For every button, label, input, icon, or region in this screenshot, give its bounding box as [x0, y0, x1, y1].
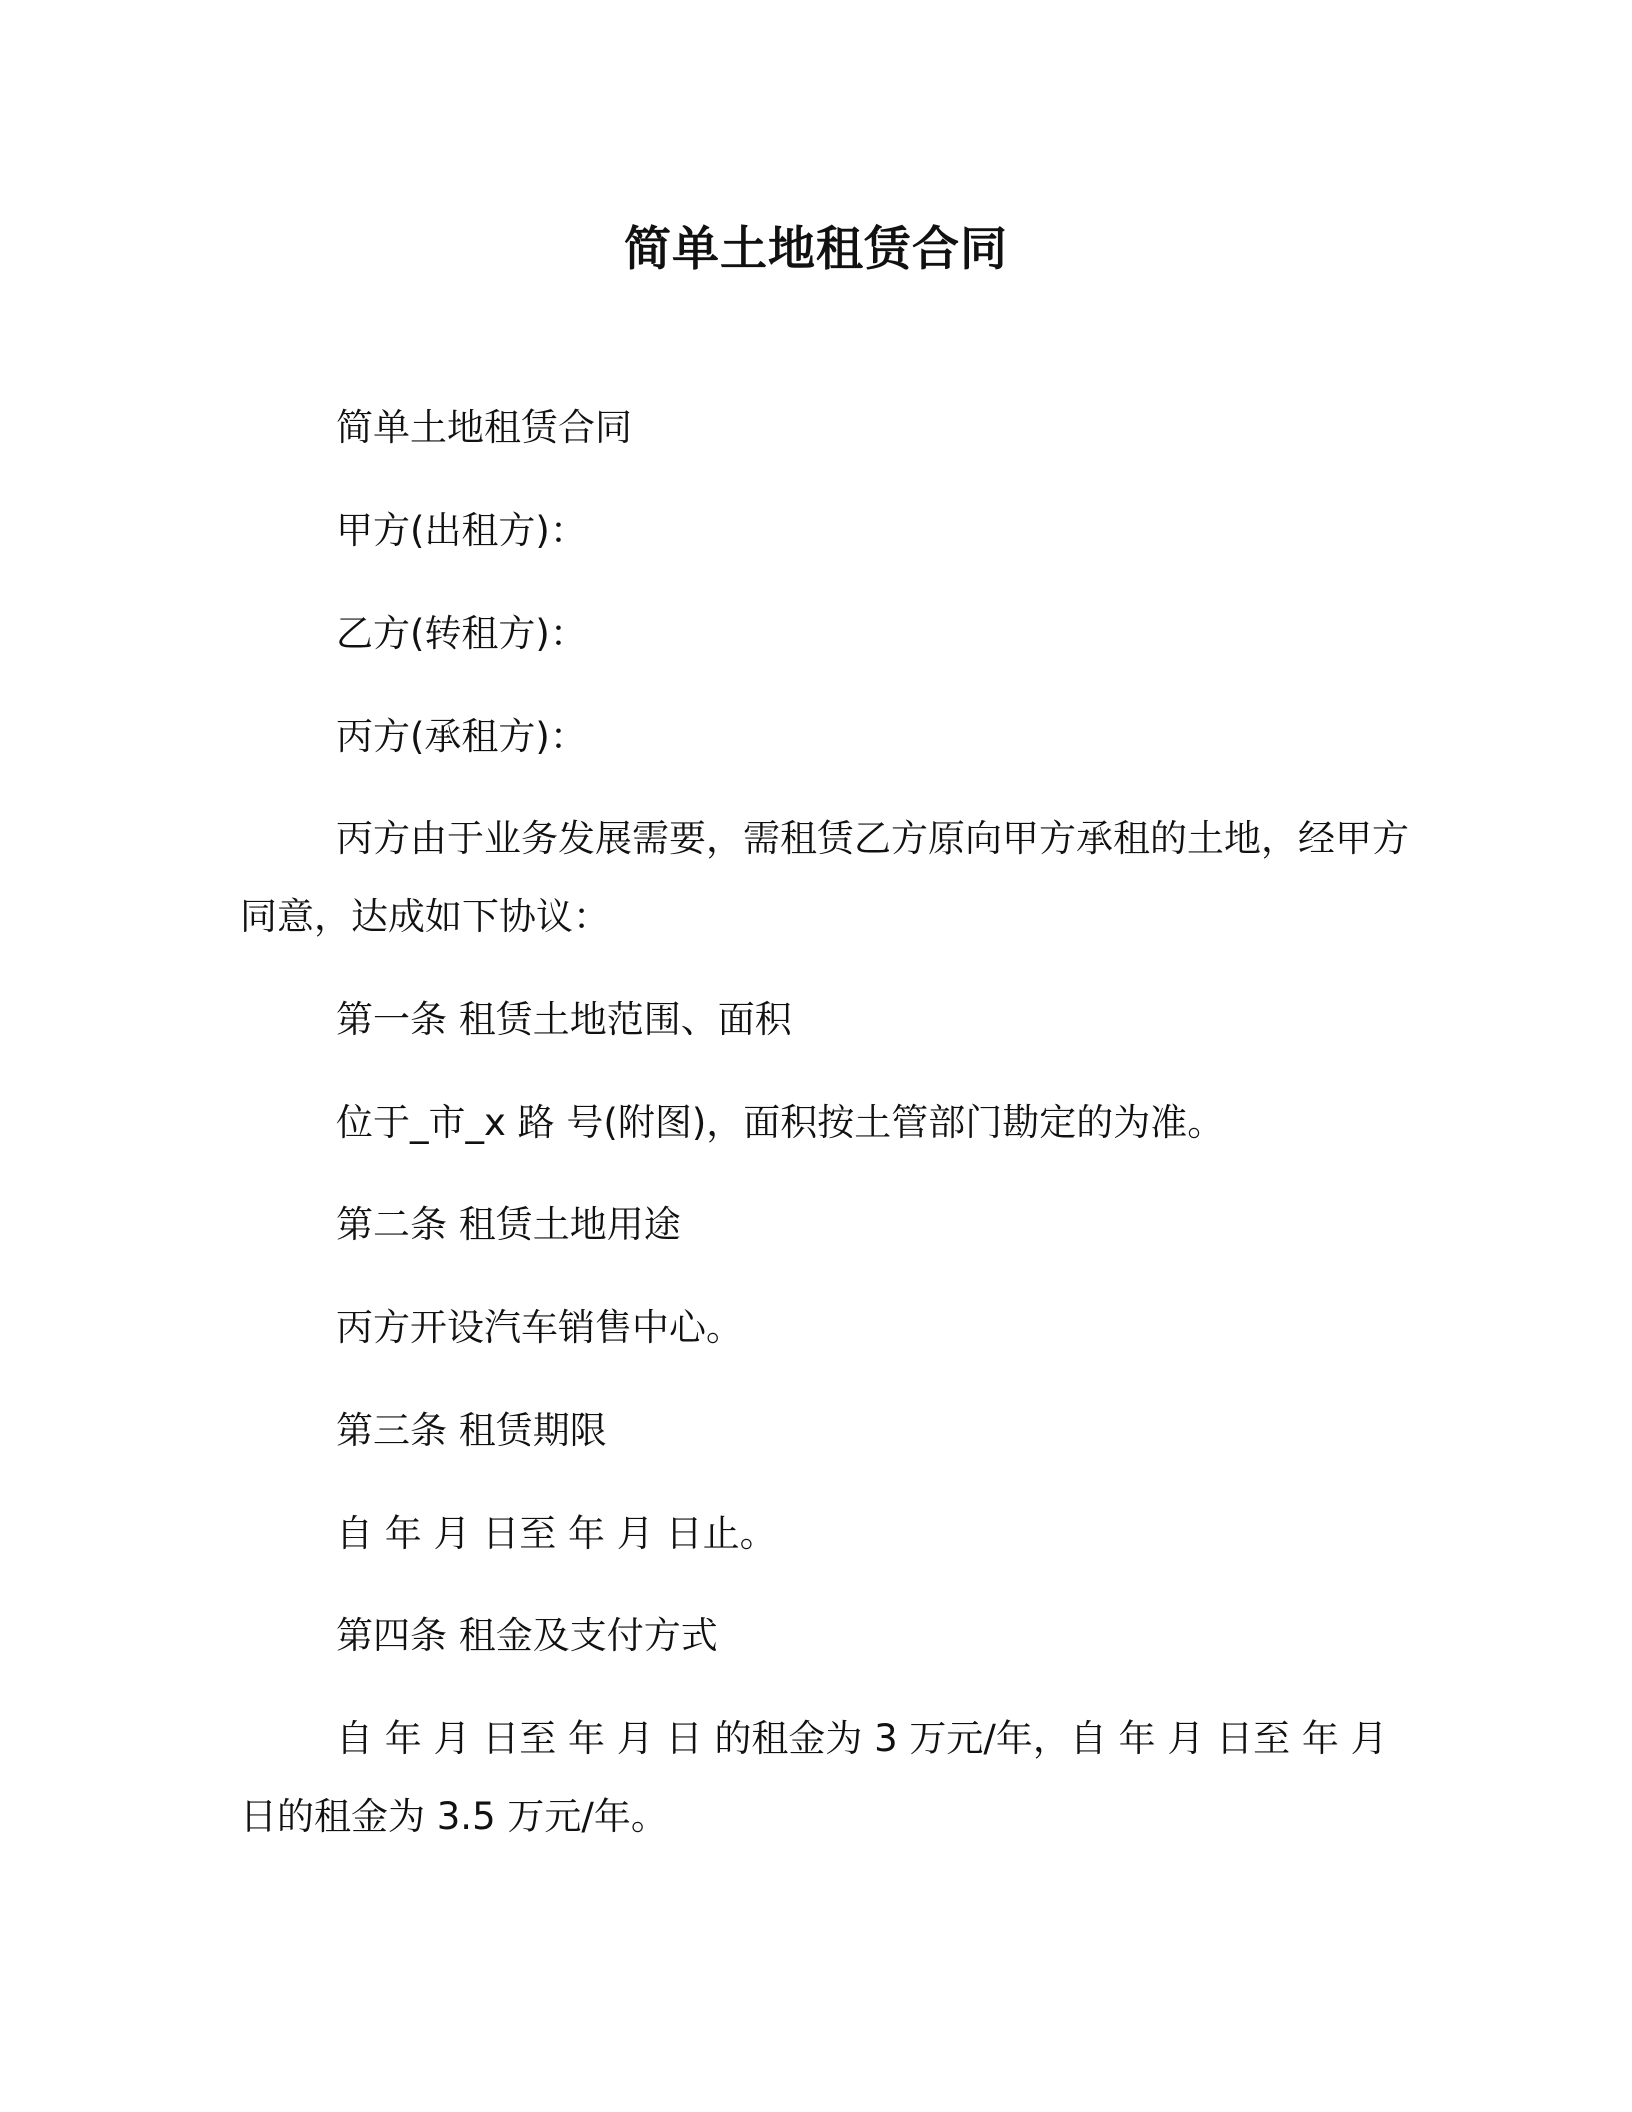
- document-title: 简单土地租赁合同: [624, 222, 1008, 277]
- paragraph-text: 第二条 租赁土地用途: [336, 1203, 681, 1246]
- paragraph-text: 自 年 月 日至 年 月 日止。: [336, 1512, 777, 1555]
- paragraph-text: 丙方由于业务发展需要，需租赁乙方原向甲方承租的土地，经甲方同意，达成如下协议：: [240, 817, 1409, 938]
- paragraph-text: 自 年 月 日至 年 月 日 的租金为 3 万元/年，自 年 月 日至 年 月 日的租金为 3.5 万元/年。: [240, 1717, 1400, 1838]
- paragraph-text: 第四条 租金及支付方式: [336, 1614, 718, 1657]
- paragraph-article-4-body: [240, 1700, 1420, 1856]
- paragraph-text: 甲方(出租方)：: [336, 509, 587, 552]
- paragraph-article-3-title: [240, 1392, 1420, 1470]
- paragraph-article-3-body: [240, 1495, 1420, 1573]
- paragraph-text: 丙方开设汽车销售中心。: [336, 1306, 743, 1349]
- paragraph-party-a: [240, 492, 1420, 570]
- paragraph-text: 第三条 租赁期限: [336, 1409, 607, 1452]
- paragraph-party-b: [240, 595, 1420, 673]
- paragraph-article-1-title: [240, 981, 1420, 1059]
- paragraph-intro: [240, 800, 1420, 956]
- paragraph-text: 位于_市_x 路 号(附图)，面积按土管部门勘定的为准。: [336, 1101, 1225, 1144]
- paragraph-heading: [240, 389, 1420, 467]
- paragraph-text: 简单土地租赁合同: [336, 406, 632, 449]
- paragraph-text: 乙方(转租方)：: [336, 612, 587, 655]
- paragraph-text: 丙方(承租方)：: [336, 715, 587, 758]
- paragraph-article-2-title: [240, 1186, 1420, 1264]
- paragraph-text: 第一条 租赁土地范围、面积: [336, 998, 792, 1041]
- paragraph-party-c: [240, 698, 1420, 776]
- paragraph-article-2-body: [240, 1289, 1420, 1367]
- paragraph-article-1-body: [240, 1084, 1420, 1162]
- paragraph-article-4-title: [240, 1597, 1420, 1675]
